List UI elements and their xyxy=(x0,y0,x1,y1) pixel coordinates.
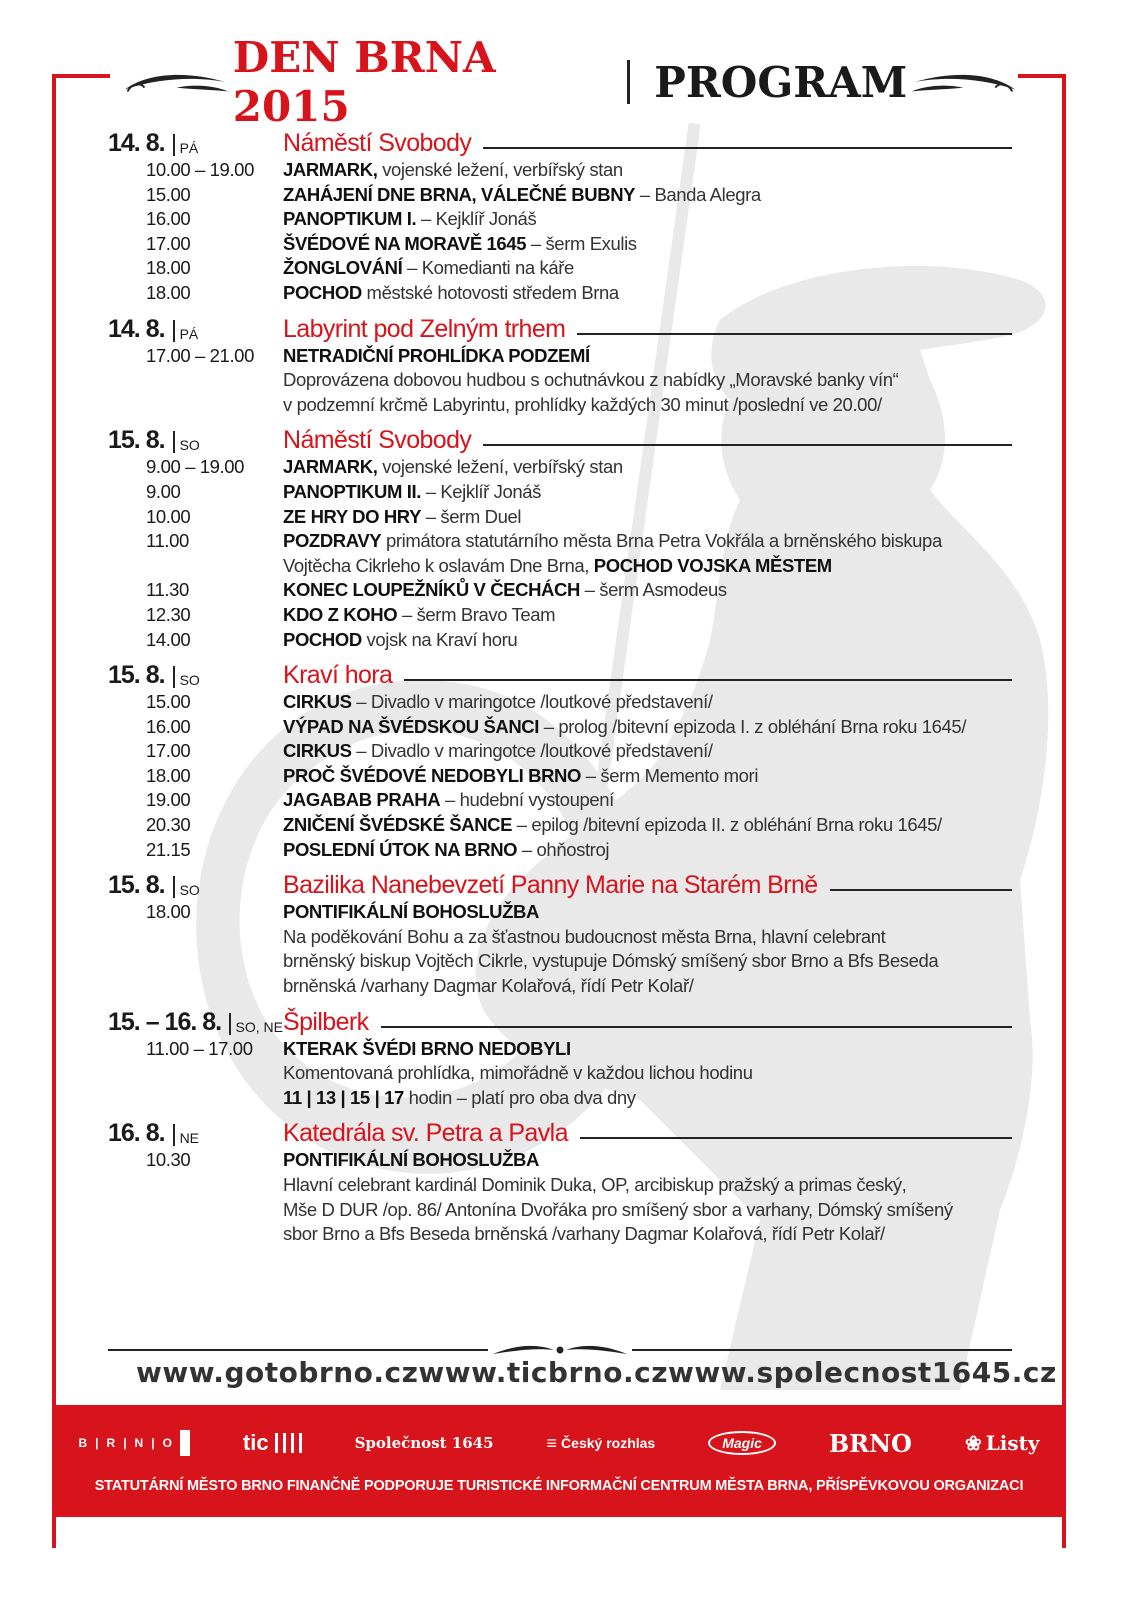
item-title-secondary: POCHOD VOJSKA MĚSTEM xyxy=(593,554,832,576)
program-item xyxy=(108,232,1012,257)
date-divider xyxy=(229,1013,230,1035)
item-time: 18.00 xyxy=(146,764,191,786)
program-item xyxy=(108,344,1012,369)
section-date: 14. 8. PÁ xyxy=(108,129,199,157)
right-ornament-icon xyxy=(907,62,1020,102)
item-time: 19.00 xyxy=(146,789,191,811)
section-venue: Špilberk xyxy=(283,1007,369,1036)
program-item xyxy=(108,764,1012,789)
item-text xyxy=(283,715,1012,740)
item-title: JARMARK, xyxy=(283,456,378,478)
program-section xyxy=(108,1118,1012,1246)
item-time: 15.00 xyxy=(146,183,191,205)
item-text xyxy=(283,578,1012,603)
section-venue: Kraví hora xyxy=(283,661,393,690)
item-description: brněnská /varhany Dagmar Kolařová, řídí Petr Kolař/ xyxy=(283,975,694,997)
program-item xyxy=(108,158,1012,183)
item-text xyxy=(283,764,1012,789)
url-spolecnost1645[interactable]: www.spolecnost1645.cz xyxy=(668,1356,1057,1389)
item-title: KDO Z KOHO xyxy=(283,603,398,625)
section-rule xyxy=(830,889,1012,891)
item-title: JARMARK, xyxy=(283,159,378,180)
item-text xyxy=(283,344,1012,369)
item-text xyxy=(283,554,1012,579)
item-text xyxy=(283,455,1012,480)
item-text xyxy=(283,480,1012,505)
section-venue: Katedrála sv. Petra a Pavla xyxy=(283,1119,568,1148)
item-text xyxy=(283,281,1012,306)
section-day: SO xyxy=(179,437,200,454)
program-item xyxy=(108,1173,1012,1198)
item-text xyxy=(283,393,1012,418)
program-item xyxy=(108,455,1012,480)
item-description: hodin – platí pro oba dva dny xyxy=(403,1086,636,1108)
tic-logo: tic xyxy=(243,1430,302,1456)
item-text xyxy=(283,603,1012,628)
section-rule xyxy=(577,333,1012,335)
brno-city-logo: B | R | N | O xyxy=(78,1430,189,1456)
item-time: 10.30 xyxy=(146,1149,191,1171)
item-time: 18.00 xyxy=(146,281,191,303)
program-item xyxy=(108,900,1012,925)
item-time: 21.15 xyxy=(146,838,191,860)
item-description: – šerm Asmodeus xyxy=(579,579,727,601)
item-description: Mše D DUR /op. 86/ Antonína Dvořáka pro smíšený sbor a varhany, Dómský smíšený xyxy=(283,1198,953,1220)
section-venue: Labyrint pod Zelným trhem xyxy=(283,314,566,343)
section-venue: Náměstí Svobody xyxy=(283,426,472,455)
item-time xyxy=(108,393,283,418)
section-rule xyxy=(483,444,1012,446)
page-header xyxy=(120,33,1020,131)
section-rule xyxy=(381,1026,1012,1028)
funding-notice: STATUTÁRNÍ MĚSTO BRNO FINANČNĚ PODPORUJE TURISTICKÉ INFORMAČNÍ CENTRUM MĚSTA BRNA, PŘÍSPĚVKOVOU ORGANIZACI xyxy=(94,1478,1024,1494)
program-title: PROGRAM xyxy=(654,57,908,107)
program-item xyxy=(108,1198,1012,1223)
program-item xyxy=(108,1148,1012,1173)
item-time: 11.30 xyxy=(146,579,189,601)
section-day: SO xyxy=(179,882,200,899)
item-description: vojenské ležení, verbířský stan xyxy=(377,159,623,180)
item-description: brněnský biskup Vojtěch Cikrle, vystupuje Dómský smíšený sbor Brno a Bfs Beseda xyxy=(283,950,939,972)
program-section xyxy=(108,660,1012,862)
section-header xyxy=(108,1007,1012,1037)
item-time: 10.00 – 19.00 xyxy=(146,159,254,180)
section-date: 14. 8. PÁ xyxy=(108,314,199,343)
program-section xyxy=(108,425,1012,652)
item-title: PONTIFIKÁLNÍ BOHOSLUŽBA xyxy=(283,1149,539,1171)
section-header xyxy=(108,425,1012,455)
item-text xyxy=(283,1086,1012,1111)
title-divider xyxy=(627,60,630,104)
item-text xyxy=(283,974,1012,999)
item-description: – Banda Alegra xyxy=(635,183,761,205)
program-item xyxy=(108,256,1012,281)
program-item xyxy=(108,1061,1012,1086)
listy-logo: ❀ Listy xyxy=(964,1431,1040,1455)
radio-magic-logo: Magic xyxy=(708,1431,776,1455)
item-text xyxy=(283,232,1012,257)
frame-top-right-rule xyxy=(1018,74,1066,78)
item-description: Komentovaná prohlídka, mimořádně v každou lichou hodinu xyxy=(283,1062,753,1084)
item-description: – šerm Memento mori xyxy=(580,764,759,786)
program-item xyxy=(108,281,1012,306)
section-date: 15. – 16. 8. SO, NE xyxy=(108,1007,283,1036)
section-date: 15. 8. SO xyxy=(108,661,200,690)
item-title: ZNIČENÍ ŠVÉDSKÉ ŠANCE xyxy=(283,814,513,836)
item-description: – Kejklíř Jonáš xyxy=(420,480,542,502)
program-section xyxy=(108,128,1012,306)
program-item xyxy=(108,813,1012,838)
item-text xyxy=(283,925,1012,950)
item-title: POCHOD xyxy=(283,628,362,650)
section-date: 15. 8. SO xyxy=(108,871,200,900)
item-description: primátora statutárního města Brna Petra Vokřála a brněnského biskupa xyxy=(381,530,942,552)
item-description: sbor Brno a Bfs Beseda brněnská /varhany Dagmar Kolařová, řídí Petr Kolař/ xyxy=(283,1223,885,1245)
program-item xyxy=(108,788,1012,813)
section-date: 16. 8. NE xyxy=(108,1119,200,1148)
item-text xyxy=(283,207,1012,232)
item-time: 16.00 xyxy=(146,208,191,230)
program-item xyxy=(108,690,1012,715)
item-text xyxy=(283,690,1012,715)
item-text xyxy=(283,1037,1012,1062)
item-description: – šerm Duel xyxy=(421,505,522,527)
left-ornament-icon xyxy=(120,62,233,102)
item-title: ZAHÁJENÍ DNE BRNA, VÁLEČNÉ BUBNY xyxy=(283,183,636,205)
program-item xyxy=(108,603,1012,628)
item-time: 17.00 – 21.00 xyxy=(146,344,254,366)
item-title: JAGABAB PRAHA xyxy=(283,789,441,811)
section-header xyxy=(108,660,1012,690)
item-title: POZDRAVY xyxy=(283,530,382,552)
program-item xyxy=(108,1037,1012,1062)
item-text xyxy=(283,1222,1012,1247)
item-time xyxy=(108,1061,283,1086)
item-description: – Kejklíř Jonáš xyxy=(416,208,537,230)
item-time xyxy=(108,1222,283,1247)
item-time: 20.30 xyxy=(146,814,191,836)
item-time: 17.00 xyxy=(146,232,191,254)
item-title: KTERAK ŠVÉDI BRNO NEDOBYLI xyxy=(283,1037,571,1059)
item-title: PANOPTIKUM II. xyxy=(283,480,421,502)
cesky-rozhlas-logo: ≡ Český rozhlas xyxy=(546,1432,656,1453)
item-text xyxy=(283,838,1012,863)
program-item xyxy=(108,925,1012,950)
item-description: – ohňostroj xyxy=(517,838,610,860)
website-links xyxy=(108,1356,1057,1389)
program-section xyxy=(108,870,1012,998)
item-description: – hudební vystoupení xyxy=(440,789,614,811)
item-title: KONEC LOUPEŽNÍKŮ V ČECHÁCH xyxy=(283,579,580,601)
item-time xyxy=(108,554,283,579)
item-description: Vojtěcha Cikrleho k oslavám Dne Brna, xyxy=(283,554,594,576)
item-text xyxy=(283,900,1012,925)
date-divider xyxy=(173,1124,175,1146)
item-time xyxy=(108,1173,283,1198)
item-title: 11 | 13 | 15 | 17 xyxy=(283,1086,404,1108)
frame-top-left-rule xyxy=(52,74,110,78)
program-list xyxy=(108,128,1012,1255)
item-time: 12.30 xyxy=(146,603,191,625)
item-time xyxy=(108,368,283,393)
program-item xyxy=(108,578,1012,603)
url-gotobrno[interactable]: www.gotobrno.cz xyxy=(136,1356,419,1389)
sponsor-logos xyxy=(52,1420,1066,1466)
item-description: Na poděkování Bohu a za šťastnou budoucnost města Brna, hlavní celebrant xyxy=(283,925,886,947)
item-title: ŠVÉDOVÉ NA MORAVĚ 1645 xyxy=(283,232,527,254)
item-text xyxy=(283,1148,1012,1173)
item-description: v podzemní krčmě Labyrintu, prohlídky každých 30 minut /poslední ve 20.00/ xyxy=(283,393,882,415)
item-title: CIRKUS xyxy=(283,740,352,762)
program-item xyxy=(108,1222,1012,1247)
item-text xyxy=(283,628,1012,653)
item-time: 15.00 xyxy=(146,691,191,713)
item-title: CIRKUS xyxy=(283,691,352,713)
section-day: SO xyxy=(179,672,200,689)
section-header xyxy=(108,1118,1012,1148)
program-item xyxy=(108,480,1012,505)
date-divider xyxy=(173,320,175,342)
item-time: 11.00 xyxy=(146,530,189,552)
item-time xyxy=(108,925,283,950)
item-time xyxy=(108,1086,283,1111)
url-ticbrno[interactable]: www.ticbrno.cz xyxy=(418,1356,668,1389)
item-text xyxy=(283,1173,1012,1198)
item-description: – Divadlo v maringotce /loutkové představení/ xyxy=(351,691,713,713)
section-venue: Bazilika Nanebevzetí Panny Marie na Starém Brně xyxy=(283,871,818,900)
section-header xyxy=(108,314,1012,344)
date-divider xyxy=(173,666,175,688)
item-title: ZE HRY DO HRY xyxy=(283,505,422,527)
rozhlas-icon: ≡ xyxy=(546,1432,558,1453)
event-title: DEN BRNA 2015 xyxy=(232,33,496,131)
section-header xyxy=(108,870,1012,900)
item-time: 16.00 xyxy=(146,715,191,737)
item-time xyxy=(108,1198,283,1223)
listy-ornament-icon: ❀ xyxy=(964,1431,982,1455)
item-text xyxy=(283,529,1012,554)
program-item xyxy=(108,1086,1012,1111)
date-divider xyxy=(173,431,175,453)
section-day: SO, NE xyxy=(235,1018,283,1035)
item-time: 10.00 xyxy=(146,505,191,527)
item-text xyxy=(283,256,1012,281)
program-section xyxy=(108,314,1012,418)
item-description: Doprovázena dobovou hudbou s ochutnávkou z nabídky „Moravské banky vín“ xyxy=(283,369,899,391)
item-description: – prolog /bitevní epizoda I. z obléhání Brna roku 1645/ xyxy=(539,715,967,737)
item-time xyxy=(108,949,283,974)
program-item xyxy=(108,739,1012,764)
item-description: Hlavní celebrant kardinál Dominik Duka, OP, arcibiskup pražský a primas český, xyxy=(283,1174,907,1195)
program-item xyxy=(108,949,1012,974)
item-title: PANOPTIKUM I. xyxy=(283,208,417,230)
item-text xyxy=(283,813,1012,838)
item-text xyxy=(283,183,1012,208)
item-time: 17.00 xyxy=(146,740,191,762)
program-item xyxy=(108,715,1012,740)
item-title: ŽONGLOVÁNÍ xyxy=(283,257,403,279)
section-rule xyxy=(483,147,1012,149)
spolecnost-1645-logo: Společnost 1645 xyxy=(354,1434,494,1452)
item-title: PONTIFIKÁLNÍ BOHOSLUŽBA xyxy=(283,901,539,923)
program-item xyxy=(108,628,1012,653)
item-time: 11.00 – 17.00 xyxy=(146,1037,253,1059)
section-venue: Náměstí Svobody xyxy=(283,129,472,157)
section-date: 15. 8. SO xyxy=(108,426,200,455)
item-description: – šerm Exulis xyxy=(526,232,637,254)
item-text xyxy=(283,1061,1012,1086)
date-divider xyxy=(173,134,175,156)
program-section xyxy=(108,1007,1012,1111)
item-title: POCHOD xyxy=(283,281,362,303)
program-item xyxy=(108,529,1012,554)
item-time: 18.00 xyxy=(146,901,191,923)
item-time xyxy=(108,974,283,999)
item-text xyxy=(283,158,1012,183)
program-item xyxy=(108,207,1012,232)
item-text xyxy=(283,949,1012,974)
program-item xyxy=(108,368,1012,393)
item-description: vojenské ležení, verbířský stan xyxy=(377,456,623,478)
item-title: NETRADIČNÍ PROHLÍDKA PODZEMÍ xyxy=(283,344,590,366)
item-description: vojsk na Kraví horu xyxy=(361,628,518,650)
program-item xyxy=(108,974,1012,999)
item-time: 14.00 xyxy=(146,628,191,650)
item-text xyxy=(283,1198,1012,1223)
section-day: PÁ xyxy=(179,140,199,156)
date-divider xyxy=(173,876,175,898)
item-text xyxy=(283,505,1012,530)
item-time: 18.00 xyxy=(146,257,191,279)
item-description: – epilog /bitevní epizoda II. z obléhání Brna roku 1645/ xyxy=(512,814,942,836)
program-item xyxy=(108,505,1012,530)
item-description: – Komedianti na káře xyxy=(402,257,574,279)
section-rule xyxy=(404,679,1012,681)
program-item xyxy=(108,393,1012,418)
item-title: POSLEDNÍ ÚTOK NA BRNO xyxy=(283,838,518,860)
program-item xyxy=(108,554,1012,579)
item-text xyxy=(283,788,1012,813)
section-day: PÁ xyxy=(179,325,199,342)
item-time: 9.00 xyxy=(146,480,181,502)
item-text xyxy=(283,368,1012,393)
section-header xyxy=(108,128,1012,158)
item-text xyxy=(283,739,1012,764)
item-description: městské hotovosti středem Brna xyxy=(361,281,619,303)
brno-business-logo: BRNO xyxy=(828,1428,912,1458)
section-day: NE xyxy=(179,1130,200,1147)
item-description: – šerm Bravo Team xyxy=(397,603,556,625)
item-description: – Divadlo v maringotce /loutkové představení/ xyxy=(351,740,713,762)
item-time: 9.00 – 19.00 xyxy=(146,456,245,478)
item-title: VÝPAD NA ŠVÉDSKOU ŠANCI xyxy=(283,715,540,737)
program-item xyxy=(108,183,1012,208)
section-rule xyxy=(580,1137,1012,1139)
program-item xyxy=(108,838,1012,863)
item-title: PROČ ŠVÉDOVÉ NEDOBYLI BRNO xyxy=(283,764,581,786)
